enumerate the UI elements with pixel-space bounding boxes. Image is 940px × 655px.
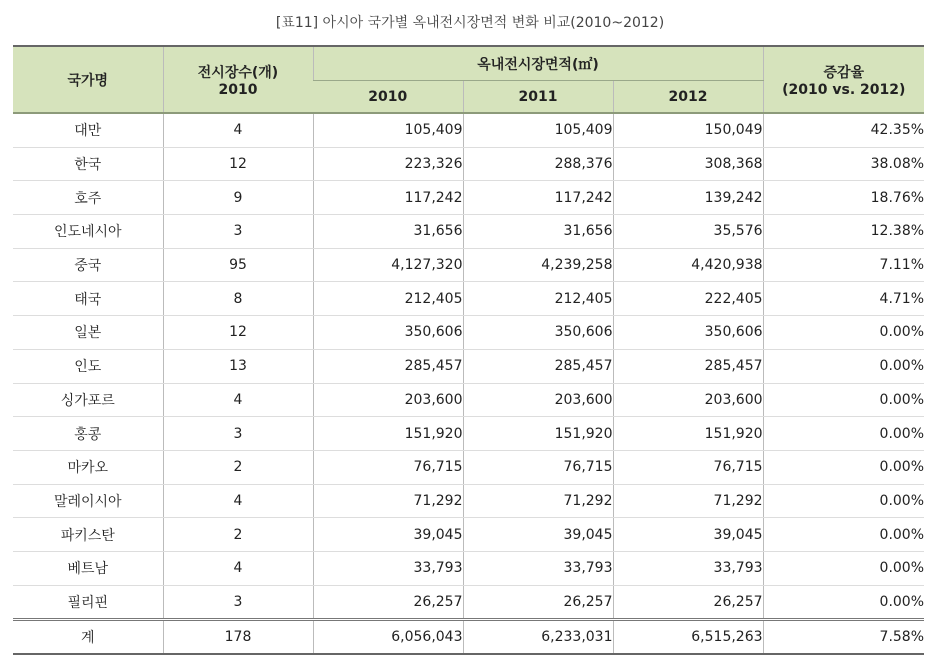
cell-country: 파키스탄 <box>13 518 163 552</box>
cell-venues: 12 <box>163 316 313 350</box>
table-row <box>13 518 924 552</box>
cell-country: 태국 <box>13 282 163 316</box>
cell-growth: 0.00% <box>763 417 924 451</box>
cell-country: 한국 <box>13 147 163 181</box>
cell-area-2011: 350,606 <box>463 316 613 350</box>
cell-area-2012: 150,049 <box>613 113 763 147</box>
total-label: 계 <box>13 620 163 655</box>
cell-country: 호주 <box>13 181 163 215</box>
table-row <box>13 113 924 147</box>
header-growth-period: (2010 vs. 2012) <box>782 81 906 98</box>
cell-growth: 0.00% <box>763 484 924 518</box>
cell-area-2012: 285,457 <box>613 349 763 383</box>
cell-area-2010: 223,326 <box>313 147 463 181</box>
cell-area-2010: 4,127,320 <box>313 248 463 282</box>
cell-growth: 7.11% <box>763 248 924 282</box>
table-row <box>13 248 924 282</box>
cell-growth: 18.76% <box>763 181 924 215</box>
header-venues-year: 2010 <box>218 81 258 98</box>
cell-area-2012: 203,600 <box>613 383 763 417</box>
cell-venues: 4 <box>163 484 313 518</box>
cell-area-2010: 76,715 <box>313 450 463 484</box>
cell-area-2012: 139,242 <box>613 181 763 215</box>
cell-country: 홍콩 <box>13 417 163 451</box>
table-row <box>13 316 924 350</box>
table-row <box>13 585 924 620</box>
cell-area-2010: 212,405 <box>313 282 463 316</box>
header-country: 국가명 <box>13 46 163 113</box>
cell-area-2011: 212,405 <box>463 282 613 316</box>
total-venues: 178 <box>163 620 313 655</box>
table-row <box>13 215 924 249</box>
cell-area-2010: 39,045 <box>313 518 463 552</box>
cell-country: 필리핀 <box>67 594 109 611</box>
cell-area-2011: 203,600 <box>463 383 613 417</box>
cell-area-2012: 151,920 <box>613 417 763 451</box>
cell-area-2010: 285,457 <box>313 349 463 383</box>
cell-area-2010: 117,242 <box>313 181 463 215</box>
table-row <box>13 551 924 585</box>
cell-area-2012: 39,045 <box>613 518 763 552</box>
cell-country: 인도네시아 <box>13 215 163 249</box>
cell-growth: 0.00% <box>763 316 924 350</box>
cell-area-2012: 71,292 <box>613 484 763 518</box>
cell-area-2011: 39,045 <box>463 518 613 552</box>
cell-country: 중국 <box>13 248 163 282</box>
cell-area-2011: 31,656 <box>463 215 613 249</box>
total-area-2012: 6,515,263 <box>613 620 763 655</box>
cell-country: 말레이시아 <box>13 484 163 518</box>
header-venues <box>163 46 313 113</box>
cell-venues: 3 <box>163 417 313 451</box>
cell-growth: 42.35% <box>763 113 924 147</box>
header-year-2011: 2011 <box>463 81 613 114</box>
cell-area-2011: 33,793 <box>463 551 613 585</box>
cell-venues: 12 <box>163 147 313 181</box>
table-row <box>13 383 924 417</box>
cell-country: 싱가포르 <box>13 383 163 417</box>
cell-growth: 0.00% <box>763 551 924 585</box>
cell-area-2012: 76,715 <box>613 450 763 484</box>
cell-country: 대만 <box>13 113 163 147</box>
cell-venues: 2 <box>163 518 313 552</box>
cell-area-2011: 285,457 <box>463 349 613 383</box>
cell-venues: 9 <box>163 181 313 215</box>
header-growth <box>763 46 924 113</box>
cell-growth: 0.00% <box>763 349 924 383</box>
cell-country: 베트남 <box>13 551 163 585</box>
cell-growth: 4.71% <box>763 282 924 316</box>
table-row <box>13 181 924 215</box>
cell-venues: 8 <box>163 282 313 316</box>
header-growth-label: 증감율 <box>823 64 865 81</box>
cell-area-2011: 151,920 <box>463 417 613 451</box>
table-caption: [표11] 아시아 국가별 옥내전시장면적 변화 비교(2010~2012) <box>275 15 665 31</box>
total-area-2010: 6,056,043 <box>313 620 463 655</box>
cell-area-2011: 76,715 <box>463 450 613 484</box>
cell-area-2010: 105,409 <box>313 113 463 147</box>
cell-venues: 3 <box>163 585 313 620</box>
cell-venues: 4 <box>163 383 313 417</box>
total-row <box>13 620 924 655</box>
table-row <box>13 484 924 518</box>
table-row <box>13 282 924 316</box>
total-area-2011: 6,233,031 <box>463 620 613 655</box>
cell-area-2010: 151,920 <box>313 417 463 451</box>
cell-growth: 0.00% <box>763 518 924 552</box>
cell-country: 일본 <box>13 316 163 350</box>
total-growth: 7.58% <box>763 620 924 655</box>
cell-area-2011: 288,376 <box>463 147 613 181</box>
cell-country: 마카오 <box>13 450 163 484</box>
header-year-2012: 2012 <box>613 81 763 114</box>
cell-growth: 0.00% <box>763 383 924 417</box>
table-row <box>13 417 924 451</box>
cell-venues: 2 <box>163 450 313 484</box>
cell-venues: 13 <box>163 349 313 383</box>
cell-area-2012: 4,420,938 <box>613 248 763 282</box>
cell-area-2012: 222,405 <box>613 282 763 316</box>
cell-growth: 0.00% <box>763 585 924 620</box>
header-year-2010: 2010 <box>313 81 463 114</box>
cell-growth: 38.08% <box>763 147 924 181</box>
cell-area-2011: 4,239,258 <box>463 248 613 282</box>
cell-area-2012: 35,576 <box>613 215 763 249</box>
cell-area-2010: 71,292 <box>313 484 463 518</box>
cell-venues: 4 <box>163 113 313 147</box>
table-row <box>13 450 924 484</box>
header-venues-label: 전시장수(개) <box>197 64 279 81</box>
cell-venues: 4 <box>163 551 313 585</box>
cell-growth: 0.00% <box>763 450 924 484</box>
header-area-group: 옥내전시장면적(㎡) <box>313 46 763 81</box>
cell-area-2012: 308,368 <box>613 147 763 181</box>
cell-area-2011: 117,242 <box>463 181 613 215</box>
cell-area-2010: 31,656 <box>313 215 463 249</box>
cell-area-2012: 350,606 <box>613 316 763 350</box>
cell-area-2010: 350,606 <box>313 316 463 350</box>
cell-area-2012: 26,257 <box>613 585 763 620</box>
table-total <box>13 620 924 655</box>
cell-area-2012: 33,793 <box>613 551 763 585</box>
cell-area-2011: 71,292 <box>463 484 613 518</box>
cell-area-2010: 33,793 <box>313 551 463 585</box>
table-header <box>13 46 924 113</box>
exhibition-area-table <box>13 45 924 655</box>
table-row <box>13 147 924 181</box>
cell-venues: 95 <box>163 248 313 282</box>
cell-venues: 3 <box>163 215 313 249</box>
table-row <box>13 349 924 383</box>
cell-area-2011: 26,257 <box>463 585 613 620</box>
table-body <box>13 113 924 620</box>
cell-area-2010: 26,257 <box>313 585 463 620</box>
cell-area-2011: 105,409 <box>463 113 613 147</box>
cell-growth: 12.38% <box>763 215 924 249</box>
cell-country: 인도 <box>13 349 163 383</box>
cell-area-2010: 203,600 <box>313 383 463 417</box>
